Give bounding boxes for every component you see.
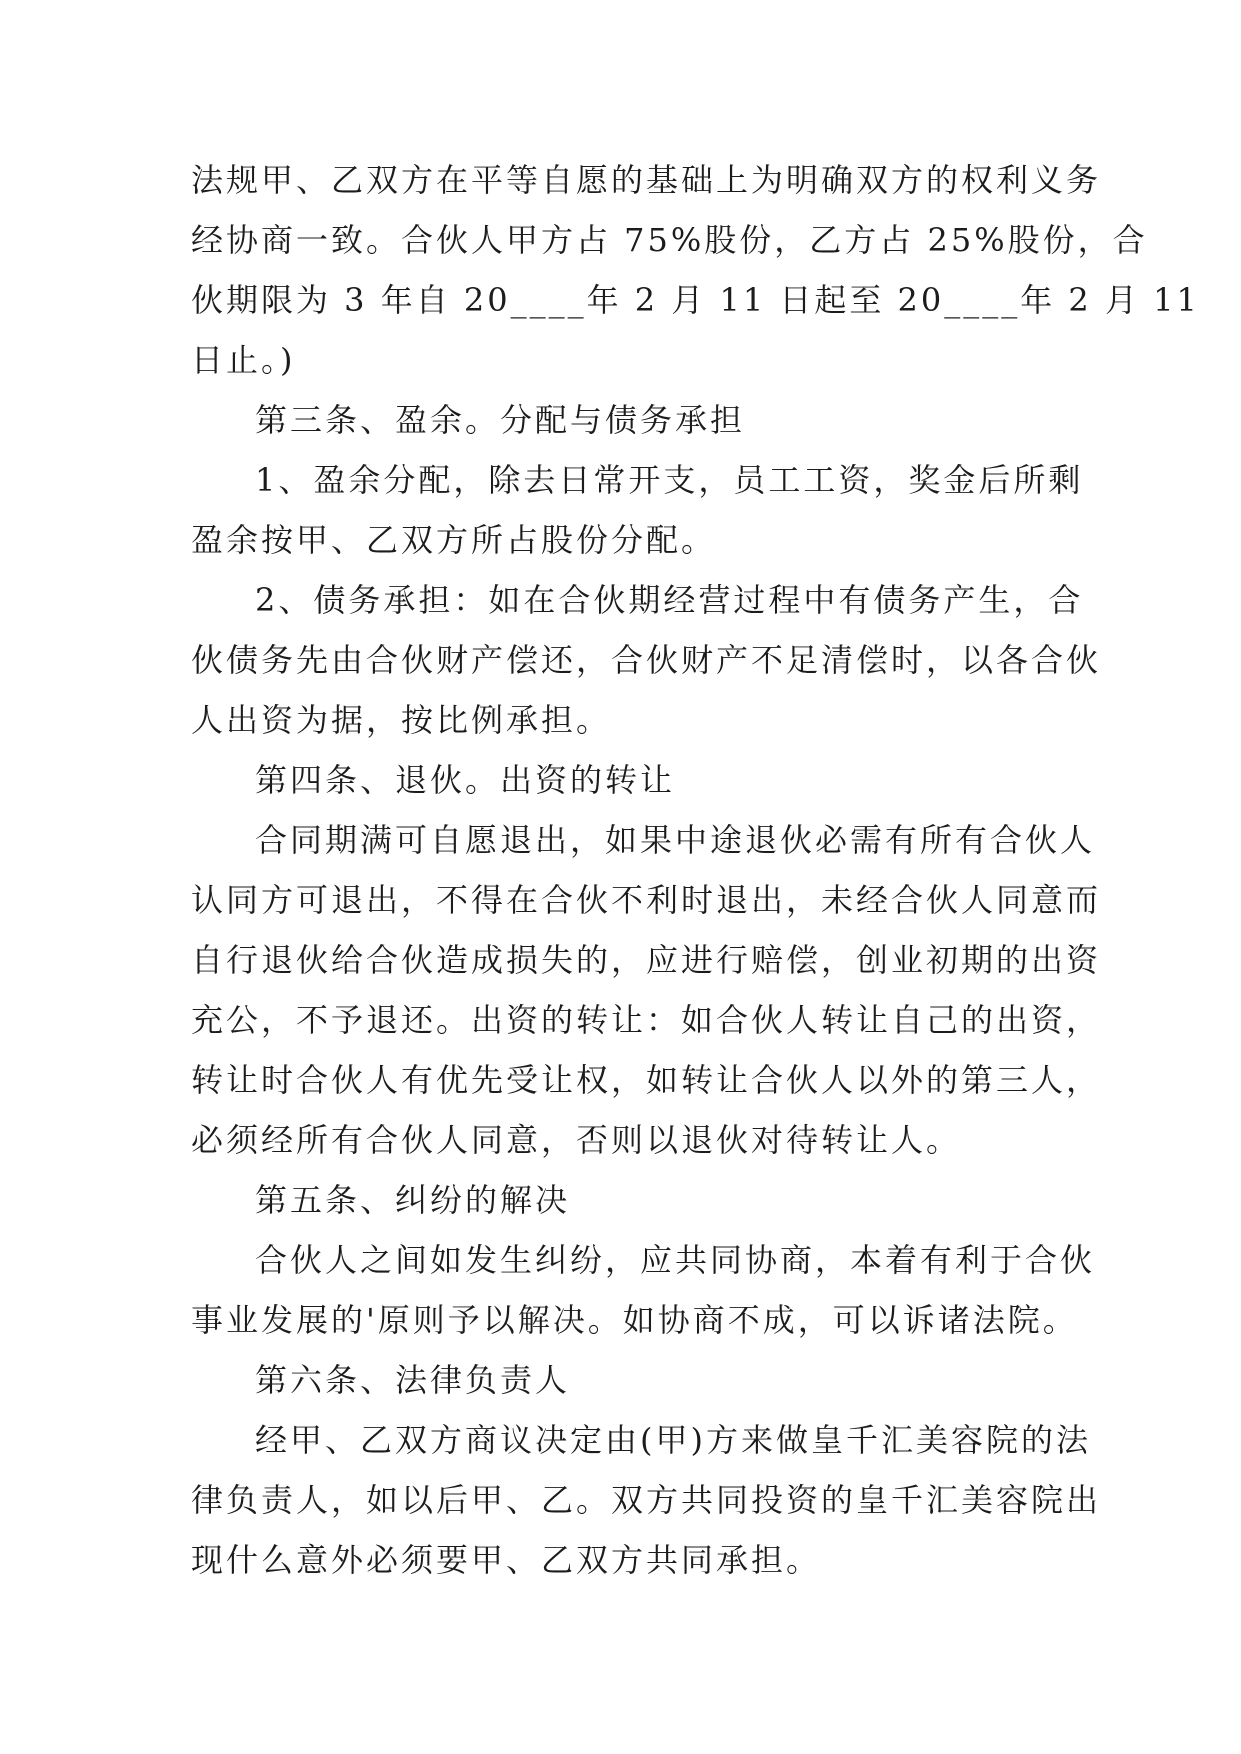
text-line: 2、债务承担：如在合伙期经营过程中有债务产生，合: [255, 581, 1084, 619]
text-line: 转让时合伙人有优先受让权，如转让合伙人以外的第三人，: [191, 1061, 1102, 1099]
document-page: [191, 150, 1200, 1590]
text-line: 日止。): [191, 341, 296, 379]
text-line: 人出资为据，按比例承担。: [191, 701, 612, 739]
text-line: 自行退伙给合伙造成损失的，应进行赔偿，创业初期的出资: [191, 941, 1102, 979]
text-line: 必须经所有合伙人同意，否则以退伙对待转让人。: [191, 1121, 962, 1159]
text-line: 经协商一致。合伙人甲方占 75%股份，乙方占 25%股份，合: [191, 221, 1148, 259]
section-heading: 第三条、盈余。分配与债务承担: [255, 401, 746, 439]
section-heading: 第六条、法律负责人: [255, 1361, 571, 1399]
section-heading: 第五条、纠纷的解决: [255, 1181, 571, 1219]
text-line: 盈余按甲、乙双方所占股份分配。: [191, 521, 717, 559]
section-heading: 第四条、退伙。出资的转让: [255, 761, 676, 799]
text-line: 现什么意外必须要甲、乙双方共同承担。: [191, 1541, 822, 1579]
text-line: 伙债务先由合伙财产偿还，合伙财产不足清偿时，以各合伙: [191, 641, 1102, 679]
text-line: 律负责人，如以后甲、乙。双方共同投资的皇千汇美容院出: [191, 1481, 1102, 1519]
text-line: 认同方可退出，不得在合伙不利时退出，未经合伙人同意而: [191, 881, 1102, 919]
text-line: 1、盈余分配，除去日常开支，员工工资，奖金后所剩: [255, 461, 1084, 499]
text-line: 合伙人之间如发生纠纷，应共同协商，本着有利于合伙: [255, 1241, 1096, 1279]
text-line: 充公，不予退还。出资的转让：如合伙人转让自己的出资，: [191, 1001, 1102, 1039]
text-line: 事业发展的'原则予以解决。如协商不成，可以诉诸法院。: [191, 1301, 1078, 1339]
text-line: 合同期满可自愿退出，如果中途退伙必需有所有合伙人: [255, 821, 1096, 859]
text-line: 伙期限为 3 年自 20____年 2 月 11 日起至 20____年 2 月 11: [191, 281, 1200, 319]
text-line: 法规甲、乙双方在平等自愿的基础上为明确双方的权利义务: [191, 161, 1102, 199]
text-line: 经甲、乙双方商议决定由(甲)方来做皇千汇美容院的法: [255, 1421, 1091, 1459]
